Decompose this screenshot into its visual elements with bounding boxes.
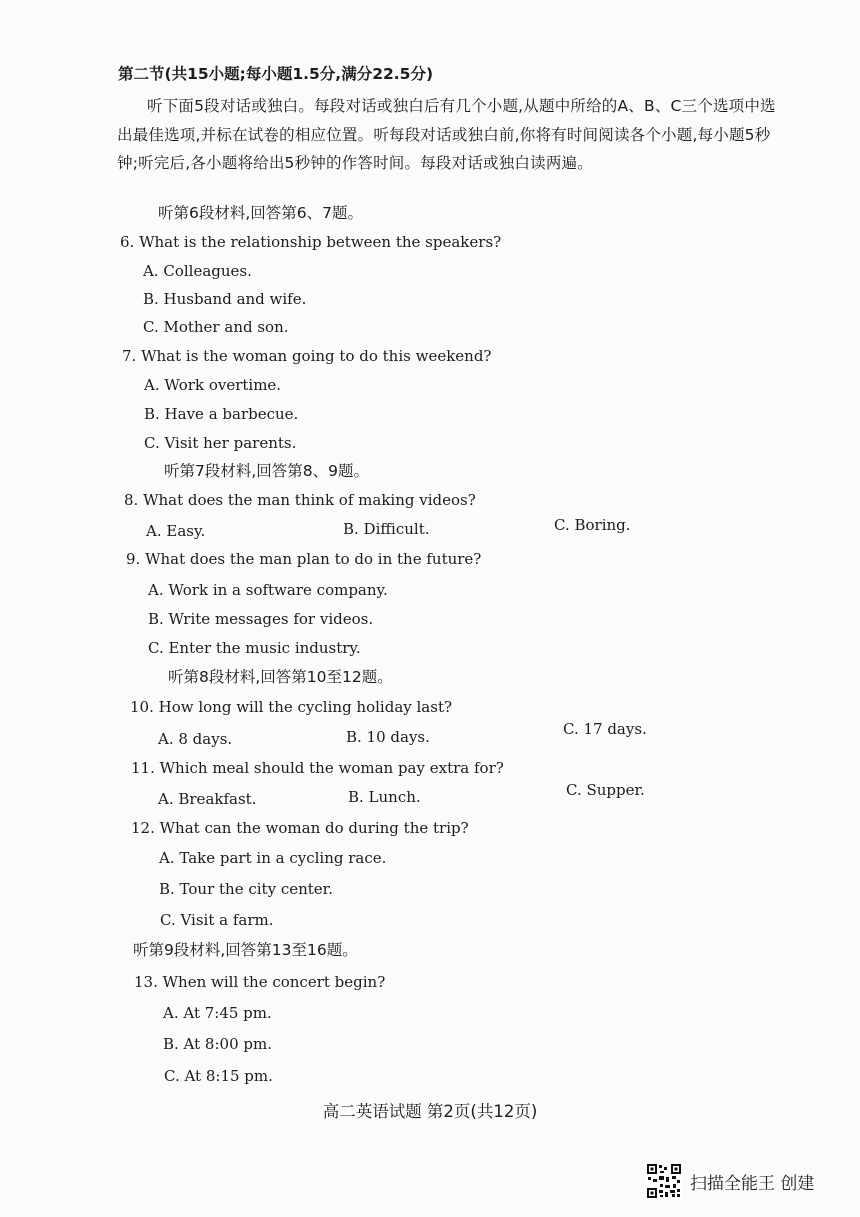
question-stem: 11. Which meal should the woman pay extra for? — [131, 759, 504, 777]
question-option: A. Colleagues. — [143, 262, 252, 280]
question-stem: 8. What does the man think of making videos? — [124, 491, 476, 509]
question-option: B. At 8:00 pm. — [163, 1035, 272, 1053]
question-option: A. Work overtime. — [144, 376, 282, 394]
group-label: 听第8段材料,回答第10至12题。 — [168, 668, 393, 686]
question-option: A. 8 days. — [158, 730, 233, 748]
question-option: B. Tour the city center. — [159, 880, 333, 898]
question-option: C. Enter the music industry. — [148, 639, 361, 657]
question-stem: 13. When will the concert begin? — [134, 973, 386, 991]
question-stem: 12. What can the woman do during the trip? — [131, 819, 469, 837]
question-option: A. Work in a software company. — [148, 581, 388, 599]
question-option: C. At 8:15 pm. — [164, 1067, 273, 1085]
question-stem: 6. What is the relationship between the speakers? — [120, 233, 502, 251]
question-option: A. Take part in a cycling race. — [159, 849, 387, 867]
question-option: C. 17 days. — [563, 720, 647, 738]
question-option: C. Visit her parents. — [144, 434, 297, 452]
question-option: C. Boring. — [554, 516, 631, 534]
question-option: B. Write messages for videos. — [148, 610, 374, 628]
qr-code-icon — [646, 1163, 682, 1199]
scanner-label: 扫描全能王 创建 — [690, 1173, 815, 1194]
question-option: C. Visit a farm. — [160, 911, 274, 929]
question-stem: 7. What is the woman going to do this weekend? — [122, 347, 492, 365]
page-footer: 高二英语试题 第2页(共12页) — [322, 1102, 538, 1121]
question-option: B. 10 days. — [346, 728, 430, 746]
question-option: A. Breakfast. — [158, 790, 257, 808]
section-title: 第二节(共15小题;每小题1.5分,满分22.5分) — [118, 65, 434, 83]
group-label: 听第7段材料,回答第8、9题。 — [164, 462, 370, 480]
question-option: A. Easy. — [146, 522, 206, 540]
group-label: 听第6段材料,回答第6、7题。 — [158, 204, 364, 222]
question-option: C. Mother and son. — [143, 318, 289, 336]
question-stem: 9. What does the man plan to do in the future? — [126, 550, 482, 568]
question-option: B. Lunch. — [348, 788, 421, 806]
question-option: B. Have a barbecue. — [144, 405, 299, 423]
question-option: B. Husband and wife. — [143, 290, 307, 308]
question-option: C. Supper. — [566, 781, 645, 799]
group-label: 听第9段材料,回答第13至16题。 — [133, 941, 358, 959]
section-instructions: 听下面5段对话或独白。每段对话或独白后有几个小题,从题中所给的A、B、C三个选项中选出最佳选项,并标在试卷的相应位置。听每段对话或独白前,你将有时间阅读各个小题,每小题5秒钟;听完后,各小题将给出5秒钟的作答时间。每段对话或独白读两遍。 — [117, 97, 776, 173]
question-option: A. At 7:45 pm. — [163, 1004, 272, 1022]
question-option: B. Difficult. — [343, 520, 430, 538]
scanner-watermark — [646, 1163, 814, 1199]
question-stem: 10. How long will the cycling holiday last? — [130, 698, 453, 716]
